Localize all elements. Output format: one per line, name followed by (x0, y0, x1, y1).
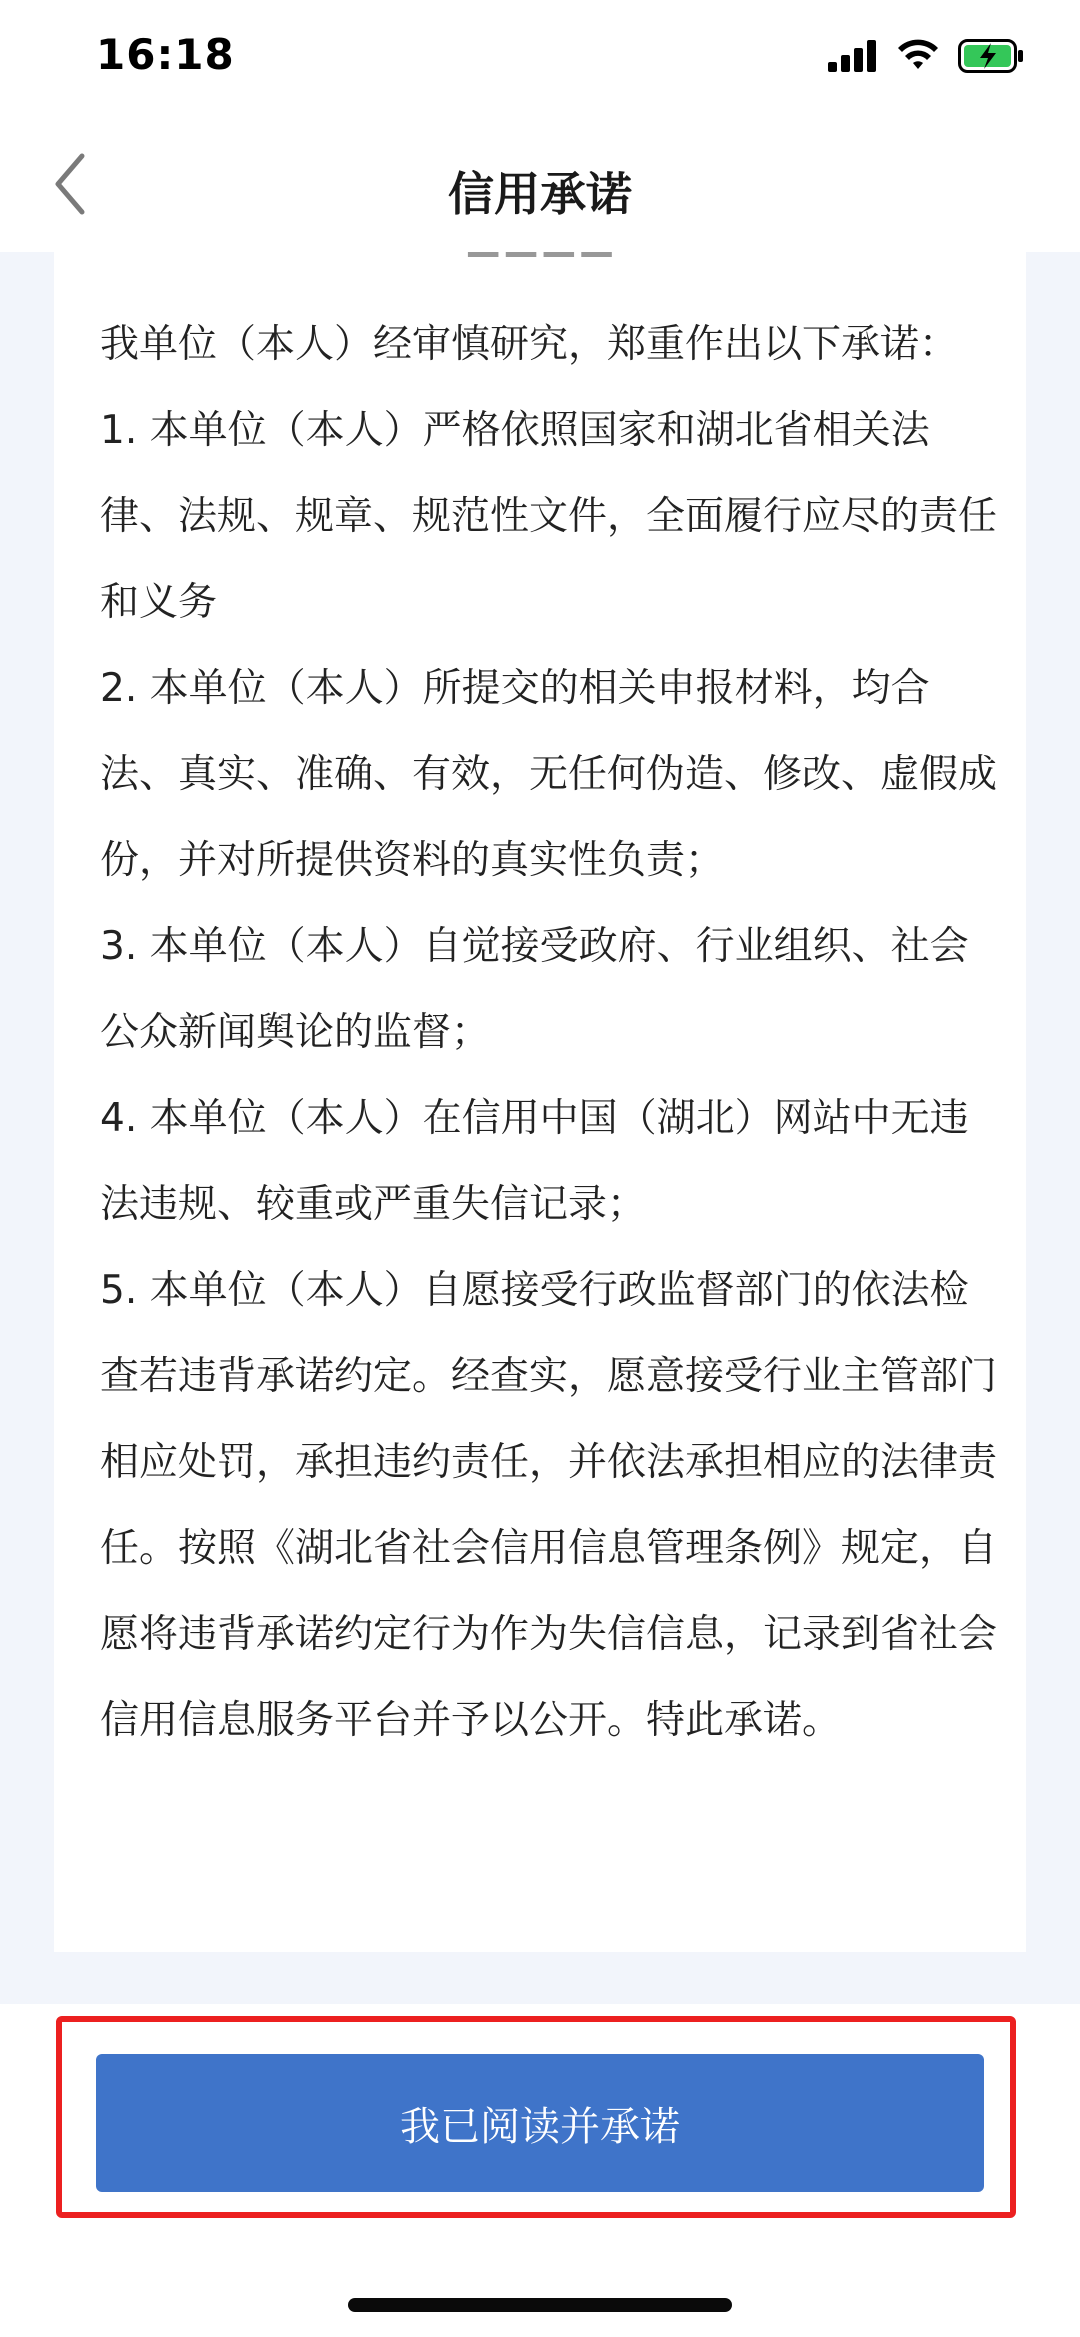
commitment-card (54, 252, 1026, 1952)
status-bar (0, 0, 1080, 120)
bottom-action-bar (0, 2004, 1080, 2337)
commitment-text (100, 302, 1000, 1764)
page-title: 信用承诺 (448, 167, 632, 221)
commitment-item-5: 5. 本单位（本人）自愿接受行政监督部门的依法检查若违背承诺约定。经查实，愿意接受行业主管部门相应处罚，承担违约责任，并依法承担相应的法律责任。按照《湖北省社会信用信息管理条例》规定，自愿将违背承诺约定行为作为失信信息，记录到省社会信用信息服务平台并予以公开。特此承诺。 (100, 1268, 998, 1743)
status-time: 16:18 (96, 30, 235, 79)
signal-icon (828, 40, 878, 76)
read-and-commit-button[interactable]: 我已阅读并承诺 (96, 2054, 984, 2192)
commitment-item-2: 2. 本单位（本人）所提交的相关申报材料，均合法、真实、准确、有效，无任何伪造、修改、虚假成份，并对所提供资料的真实性负责； (100, 666, 998, 883)
wifi-icon (896, 39, 940, 77)
commitment-item-3: 3. 本单位（本人）自觉接受政府、行业组织、社会公众新闻舆论的监督； (100, 924, 969, 1055)
commitment-item-1: 1. 本单位（本人）严格依照国家和湖北省相关法律、法规、规章、规范性文件，全面履行应尽的责任和义务 (100, 408, 998, 625)
status-icons (828, 38, 1024, 78)
commitment-intro: 我单位（本人）经审慎研究，郑重作出以下承诺： (100, 322, 959, 367)
battery-charging-icon (958, 39, 1024, 77)
home-indicator[interactable] (348, 2298, 732, 2312)
nav-bar (0, 120, 1080, 252)
commitment-item-4: 4. 本单位（本人）在信用中国（湖北）网站中无违法违规、较重或严重失信记录； (100, 1096, 969, 1227)
content-scroll-area[interactable] (0, 252, 1080, 2004)
